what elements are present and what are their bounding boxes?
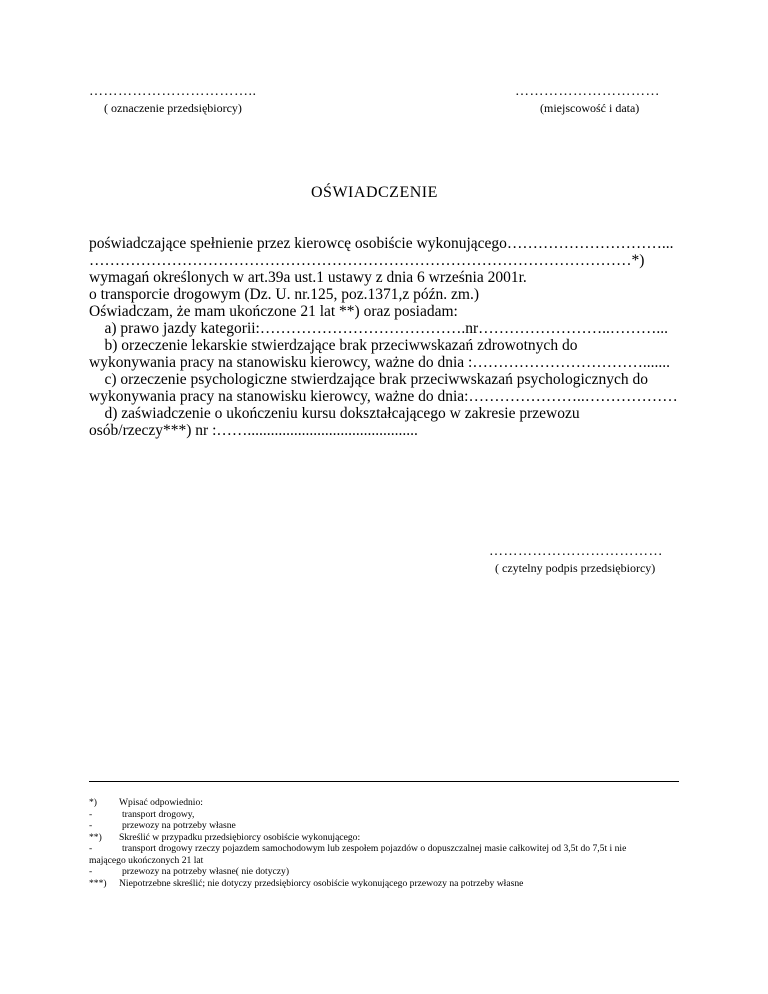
body-line: o transporcie drogowym (Dz. U. nr.125, poz.1371,z późn. zm.) — [89, 286, 479, 303]
signature-dots: ……………………………… — [489, 544, 663, 559]
footnote-text: Skreślić w przypadku przedsiębiorcy osobiście wykonującego: — [119, 832, 361, 843]
body-line: osób/rzeczy***) nr :……............................................ — [89, 422, 418, 439]
body-line: Oświadczam, że mam ukończone 21 lat **) oraz posiadam: — [89, 303, 458, 320]
footnote-line — [89, 832, 360, 844]
document-title: OŚWIADCZENIE — [311, 184, 438, 201]
footnote-label: ***) — [89, 878, 107, 889]
body-line: poświadczające spełnienie przez kierowcę osobiście wykonującego…………………………... — [89, 235, 674, 252]
footnote-text: transport drogowy rzeczy pojazdem samochodowym lub zespołem pojazdów o dopuszczalnej masie całkowitej od 3,5t do 7,5t i nie — [122, 843, 627, 854]
body-line: b) orzeczenie lekarskie stwierdzające brak przeciwwskazań zdrowotnych do — [89, 337, 578, 354]
footnote-text: transport drogowy, — [122, 809, 195, 820]
footnote-text: Wpisać odpowiednio: — [119, 797, 203, 808]
footnote-label: - — [89, 809, 93, 820]
footnote-label: *) — [89, 797, 97, 808]
body-line: d) zaświadczenie o ukończeniu kursu dokształcającego w zakresie przewozu — [89, 405, 580, 422]
company-designation-dots: …………………………….. — [89, 84, 257, 99]
footnote-line — [89, 855, 203, 867]
footnote-label: - — [89, 866, 93, 877]
footnote-line — [89, 809, 194, 821]
body-line: wymagań określonych w art.39a ust.1 ustawy z dnia 6 września 2001r. — [89, 269, 527, 286]
footnote-line — [89, 866, 289, 878]
footnote-label: **) — [89, 832, 102, 843]
footnote-line — [89, 820, 236, 832]
footnote-text: przewozy na potrzeby własne — [122, 820, 236, 831]
footnote-line — [89, 878, 523, 890]
signature-label: ( czytelny podpis przedsiębiorcy) — [495, 561, 656, 575]
place-date-label: (miejscowość i data) — [540, 101, 640, 115]
body-line: ……………………………………………………………………………………………*) — [89, 252, 645, 269]
footnote-label: - — [89, 820, 93, 831]
company-designation-label: ( oznaczenie przedsiębiorcy) — [104, 101, 242, 115]
footnote-text: mającego ukończonych 21 lat — [89, 855, 204, 866]
footnote-text: przewozy na potrzeby własne( nie dotyczy) — [122, 866, 290, 877]
footnote-line — [89, 843, 626, 855]
place-date-dots: ………………………… — [515, 84, 660, 99]
footnote-divider — [89, 781, 679, 782]
footnote-text: Niepotrzebne skreślić; nie dotyczy przedsiębiorcy osobiście wykonującego przewozy na potrzeby własne — [119, 878, 524, 889]
body-line: wykonywania pracy na stanowisku kierowcy, ważne do dnia :……………………………....... — [89, 354, 670, 371]
body-line: c) orzeczenie psychologiczne stwierdzające brak przeciwwskazań psychologicznych do — [89, 371, 649, 388]
body-line: wykonywania pracy na stanowisku kierowcy, ważne do dnia:…………………..……………… — [89, 388, 678, 405]
footnote-line — [89, 797, 203, 809]
body-line: a) prawo jazdy kategorii:………………………………….nr……………………..………... — [89, 320, 669, 337]
footnote-label: - — [89, 843, 93, 854]
